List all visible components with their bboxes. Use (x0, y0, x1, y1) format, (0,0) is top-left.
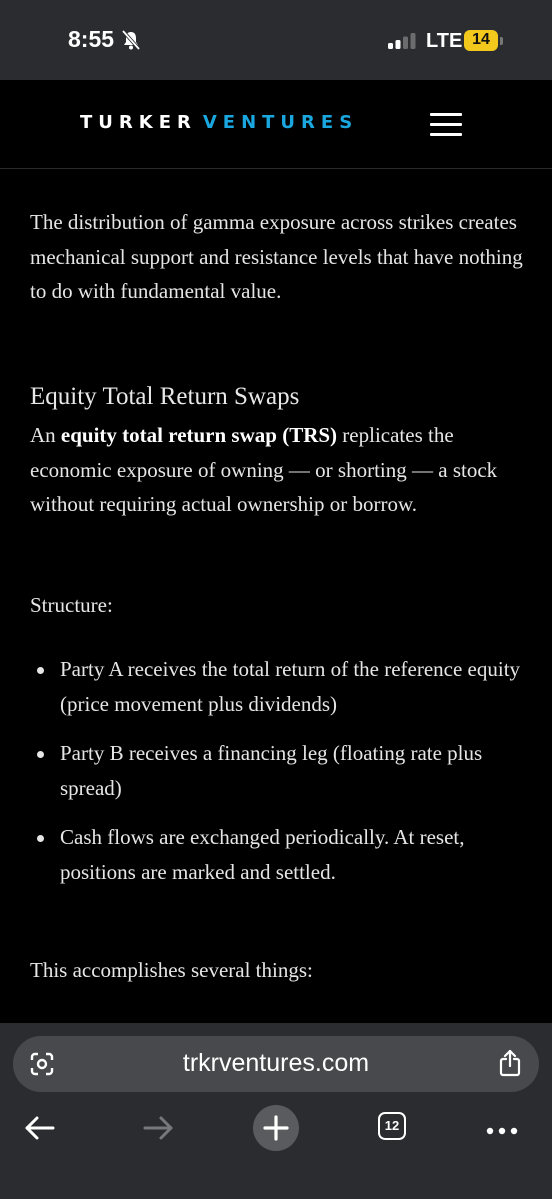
forward-arrow-icon[interactable] (142, 1114, 174, 1147)
url-text[interactable]: trkrventures.com (182, 1049, 370, 1077)
battery-icon (464, 30, 498, 51)
list-item: Cash flows are exchanged periodically. At reset, positions are marked and settled. (30, 820, 530, 889)
list-item: Party B receives a financing leg (floating rate plus spread) (30, 736, 530, 805)
cellular-signal-icon (388, 33, 418, 54)
bold-term: equity total return swap (TRS) (60, 423, 338, 447)
status-time: 8:55 (68, 26, 115, 52)
network-type: LTE (426, 30, 463, 52)
site-header (0, 80, 552, 169)
section-heading: Equity Total Return Swaps (30, 383, 300, 410)
hamburger-icon[interactable] (428, 110, 464, 138)
battery-level: 14 (472, 31, 490, 48)
bell-off-icon (121, 30, 141, 55)
plus-icon (253, 1105, 299, 1151)
structure-label: Structure: (30, 593, 113, 617)
site-logo[interactable] (80, 112, 358, 133)
paragraph: The distribution of gamma exposure across strikes creates mechanical support and resistance levels that have nothing to do with fundamental value. (30, 210, 523, 303)
text-span: replicates the economic exposure of owning — or shorting — a stock without requiring actual ownership or borrow. (30, 423, 498, 516)
bullet-list (30, 652, 530, 904)
browser-toolbar (0, 1023, 552, 1199)
tab-count: 12 (384, 1118, 400, 1133)
share-icon[interactable] (498, 1049, 522, 1082)
text-span: An (30, 423, 61, 447)
tabs-icon[interactable] (378, 1112, 406, 1140)
paragraph (30, 418, 526, 522)
list-item: Party A receives the total return of the reference equity (price movement plus dividends) (30, 652, 530, 721)
status-bar (0, 0, 552, 80)
brand-name-part1: TURKER (80, 112, 197, 133)
back-arrow-icon[interactable] (24, 1114, 56, 1147)
new-tab-button[interactable] (253, 1105, 299, 1151)
battery-cap (500, 37, 503, 45)
address-bar[interactable] (13, 1036, 539, 1092)
paragraph: This accomplishes several things: (30, 958, 313, 982)
brand-name-part2: VENTURES (202, 112, 359, 133)
more-icon[interactable] (486, 1123, 518, 1141)
